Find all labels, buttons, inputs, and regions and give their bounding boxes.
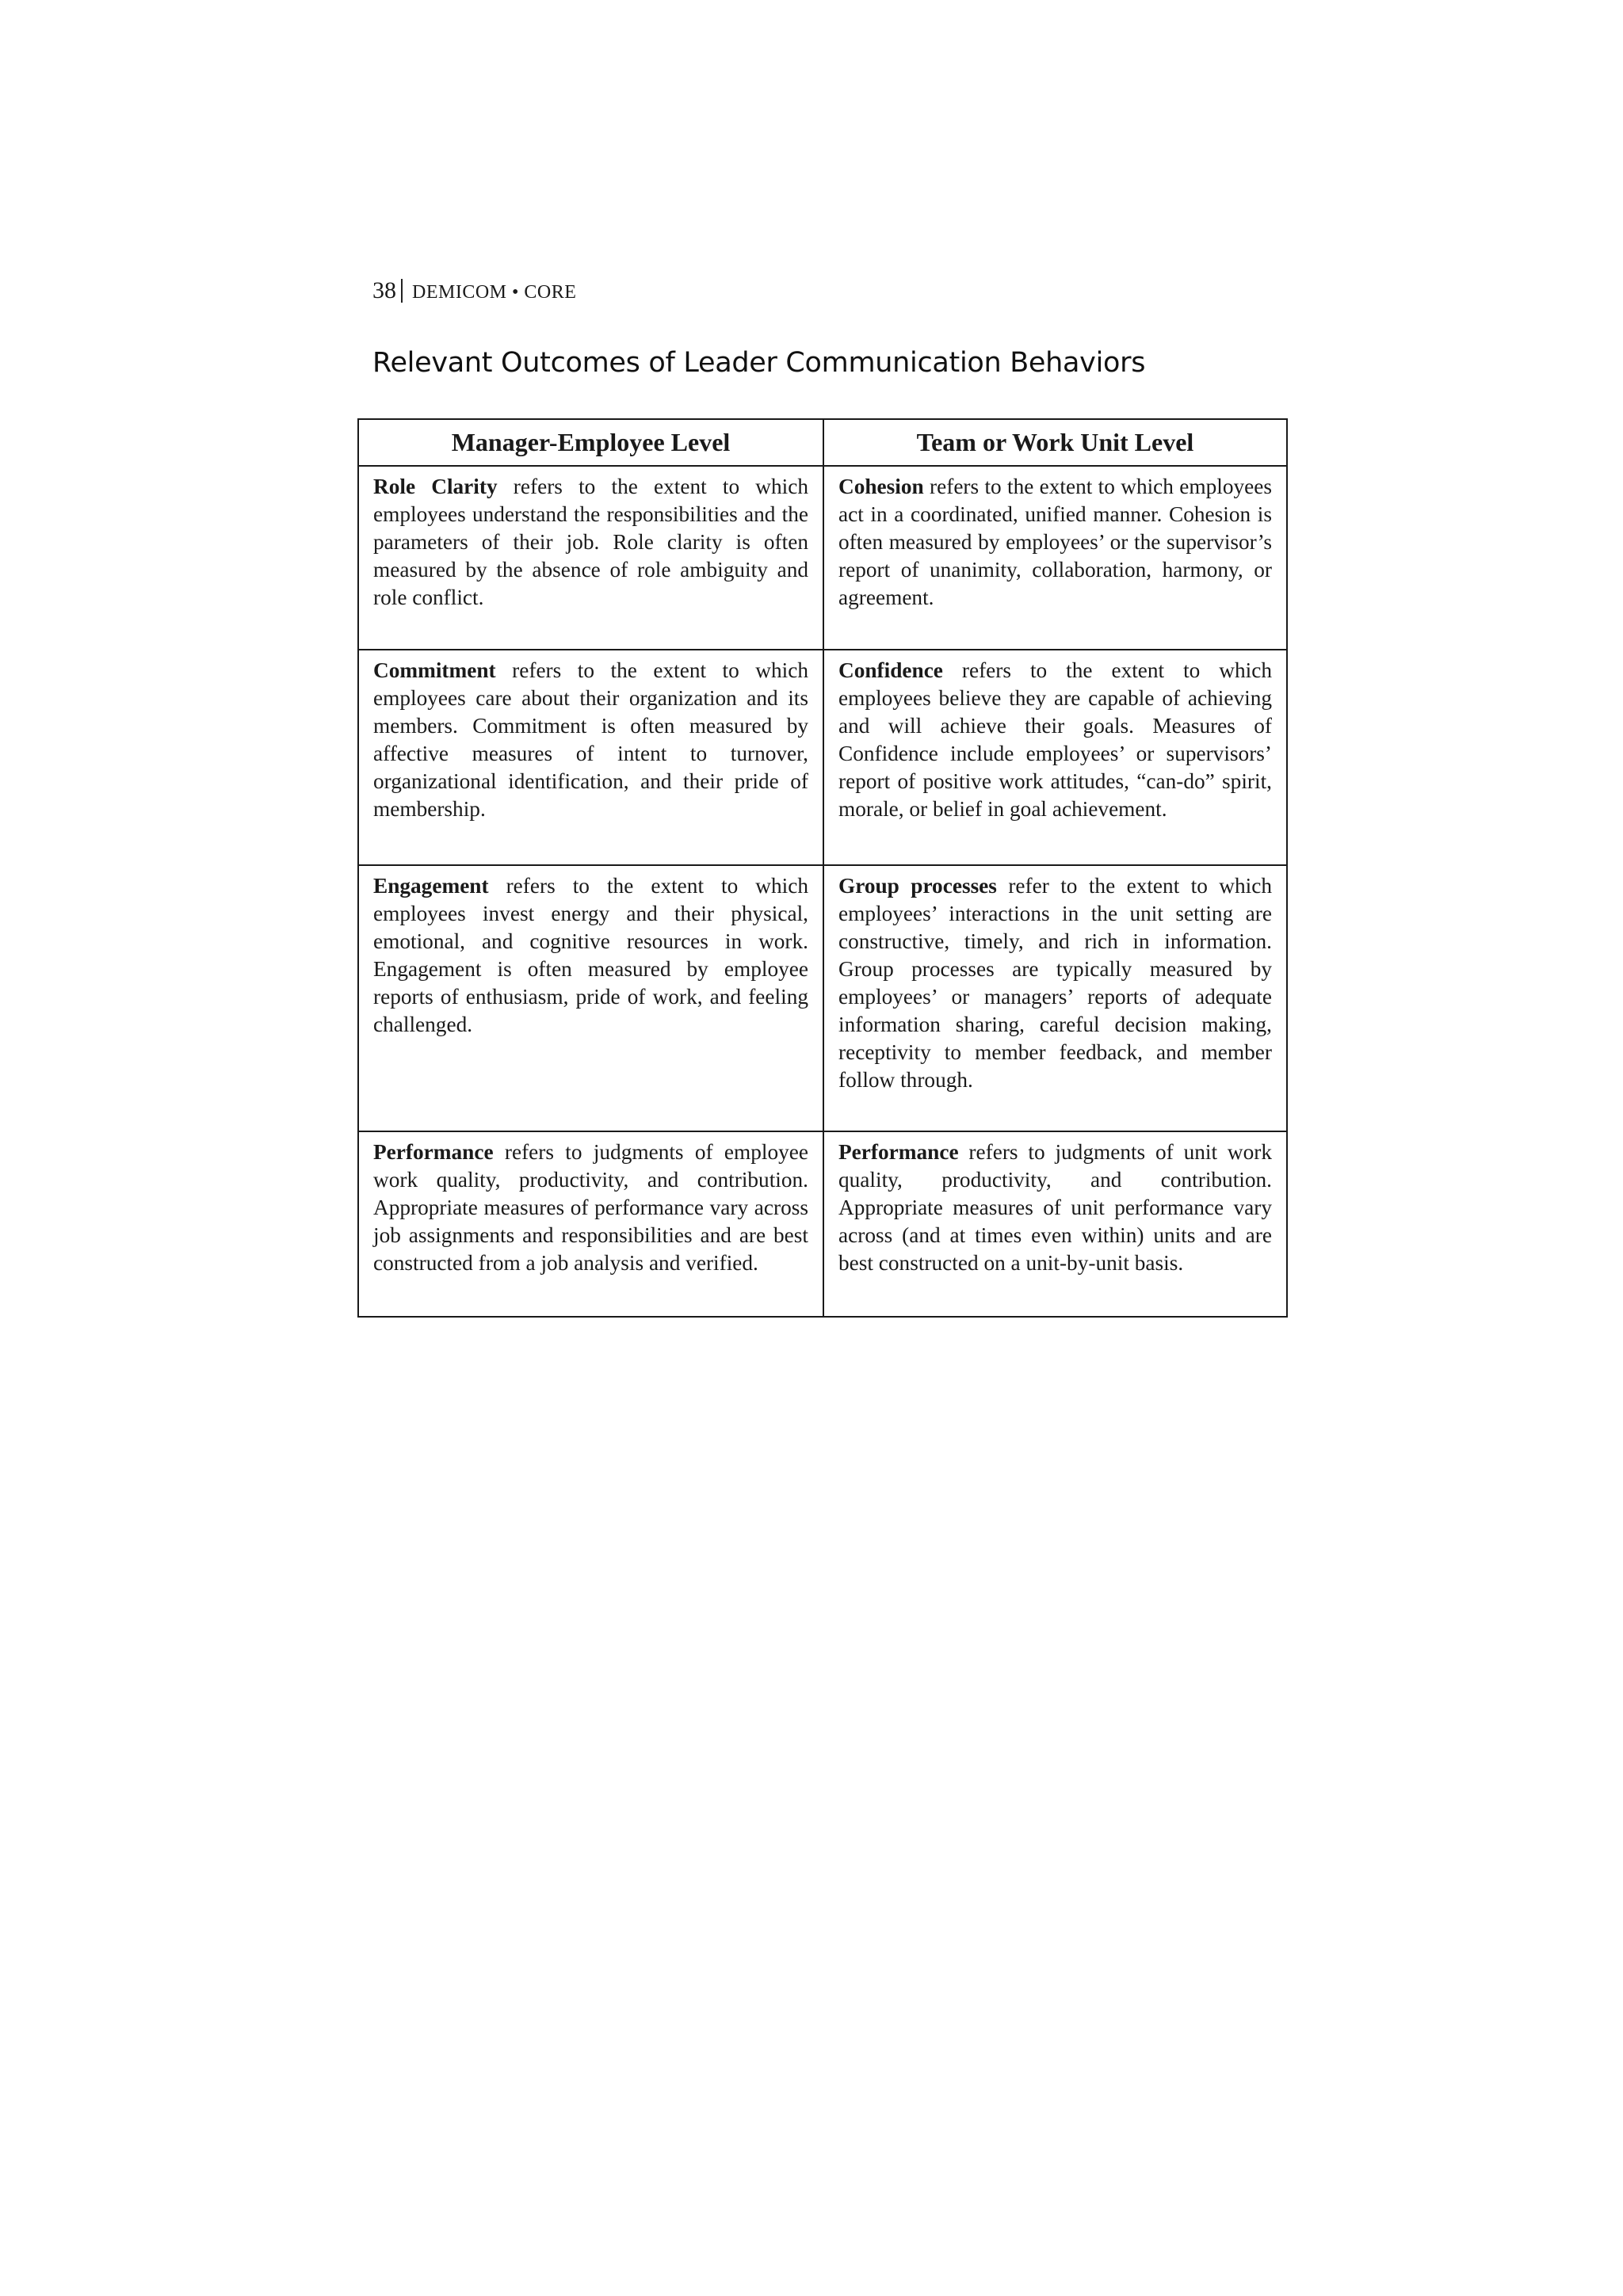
definition-confidence: refers to the extent to which employees believe they are capable of achieving and will achieve their goals. Measures of Confidence include employees’ or supervisors’ report of positive work attitudes, “can-do” spirit, morale, or belief in goal achievement.	[838, 658, 1272, 821]
table-row	[358, 865, 1287, 1131]
cell-performance-unit	[823, 1131, 1287, 1317]
term-commitment: Commitment	[373, 658, 496, 682]
cell-role-clarity	[358, 466, 823, 650]
definition-group-processes: refer to the extent to which employees’ interactions in the unit setting are constructive, timely, and rich in information. Group processes are typically measured by employees’ or managers’ reports of adequate information sharing, careful decision making, receptivity to member feedback, and member follow through.	[838, 874, 1273, 1092]
term-performance-unit: Performance	[838, 1140, 959, 1164]
definition-cohesion: refers to the extent to which employees act in a coordinated, unified manner. Cohesion is often measured by employees’ or the supervisor’s report of unanimity, collaboration, harmony, or agreement.	[838, 475, 1272, 609]
definition-performance-unit: refers to judgments of unit work quality, productivity, and contribution. Appropriate measures of unit performance vary across (and at times even within) units and are best constructed on a unit-by-unit basis.	[838, 1140, 1272, 1275]
outcomes-table	[357, 418, 1288, 1318]
cell-cohesion	[823, 466, 1287, 650]
running-head	[372, 279, 576, 303]
section-title: Relevant Outcomes of Leader Communication Behaviors	[372, 347, 1146, 379]
term-role-clarity: Role Clarity	[373, 475, 498, 498]
cell-engagement	[358, 865, 823, 1131]
term-cohesion: Cohesion	[838, 475, 924, 498]
definition-engagement: refers to the extent to which employees invest energy and their physical, emotional, and cognitive resources in work. Engagement is often measured by employee reports of enthusiasm, pride of work, and feeling challenged.	[373, 874, 808, 1036]
cell-performance-employee	[358, 1131, 823, 1317]
cell-confidence	[823, 650, 1287, 865]
table-row	[358, 466, 1287, 650]
page-number: 38	[372, 279, 403, 303]
term-group-processes: Group processes	[838, 874, 997, 898]
definition-role-clarity: refers to the extent to which employees understand the responsibilities and the parameters of their job. Role clarity is often measured by the absence of role ambiguity and role conflict.	[373, 475, 808, 609]
table-row	[358, 650, 1287, 865]
column-header-manager-employee: Manager-Employee Level	[358, 419, 823, 466]
definition-performance-employee: refers to judgments of employee work quality, productivity, and contribution. Appropriate measures of performance vary across job assignments and responsibilities and are best constructed from a job analysis and verified.	[373, 1140, 808, 1275]
term-confidence: Confidence	[838, 658, 943, 682]
table-header-row	[358, 419, 1287, 466]
journal-name: DEMICOM • CORE	[412, 282, 577, 303]
cell-group-processes	[823, 865, 1287, 1131]
cell-commitment	[358, 650, 823, 865]
table-row	[358, 1131, 1287, 1317]
column-header-team-work-unit: Team or Work Unit Level	[823, 419, 1287, 466]
term-engagement: Engagement	[373, 874, 489, 898]
term-performance-employee: Performance	[373, 1140, 494, 1164]
definition-commitment: refers to the extent to which employees care about their organization and its members. Commitment is often measured by affective measures of intent to turnover, organizational identification, and their pride of membership.	[373, 658, 808, 821]
